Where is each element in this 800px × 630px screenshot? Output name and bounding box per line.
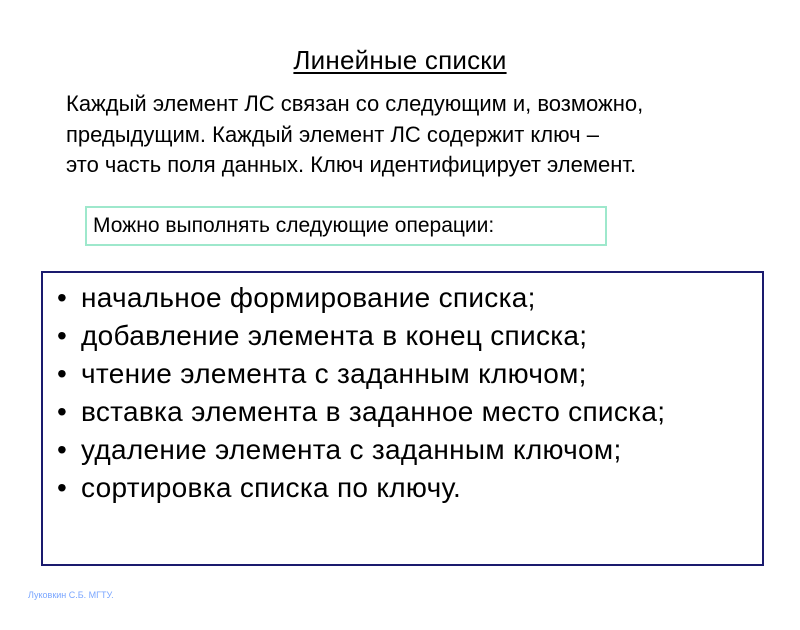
bullet-icon: • bbox=[56, 358, 68, 389]
operations-box bbox=[41, 271, 764, 566]
operation-item bbox=[43, 283, 762, 312]
operation-text: вставка элемента в заданное место списка; bbox=[81, 396, 666, 427]
operation-text: добавление элемента в конец списка; bbox=[81, 320, 588, 351]
intro-paragraph bbox=[66, 89, 776, 181]
intro-line: это часть поля данных. Ключ идентифицирует элемент. bbox=[66, 152, 637, 177]
operation-item bbox=[43, 435, 762, 464]
operation-item bbox=[43, 359, 762, 388]
intro-line: предыдущим. Каждый элемент ЛС содержит ключ – bbox=[66, 121, 599, 147]
operation-item bbox=[43, 321, 762, 350]
bullet-icon: • bbox=[56, 282, 68, 313]
operation-text: сортировка списка по ключу. bbox=[81, 472, 462, 503]
bullet-icon: • bbox=[56, 320, 68, 351]
operations-label: Можно выполнять следующие операции: bbox=[85, 206, 607, 246]
operations-list bbox=[43, 283, 762, 511]
operation-item bbox=[43, 473, 762, 502]
operation-text: начальное формирование списка; bbox=[81, 282, 536, 313]
footer-credit: Луковкин С.Б. МГТУ. bbox=[28, 590, 114, 600]
operation-text: удаление элемента с заданным ключом; bbox=[81, 434, 622, 465]
bullet-icon: • bbox=[56, 396, 68, 427]
intro-line: Каждый элемент ЛС связан со следующим и, возможно, bbox=[66, 91, 644, 116]
slide-title: Линейные списки bbox=[293, 45, 507, 75]
bullet-icon: • bbox=[56, 434, 68, 465]
bullet-icon: • bbox=[56, 472, 68, 503]
operation-text: чтение элемента с заданным ключом; bbox=[81, 358, 587, 389]
operation-item bbox=[43, 397, 762, 426]
